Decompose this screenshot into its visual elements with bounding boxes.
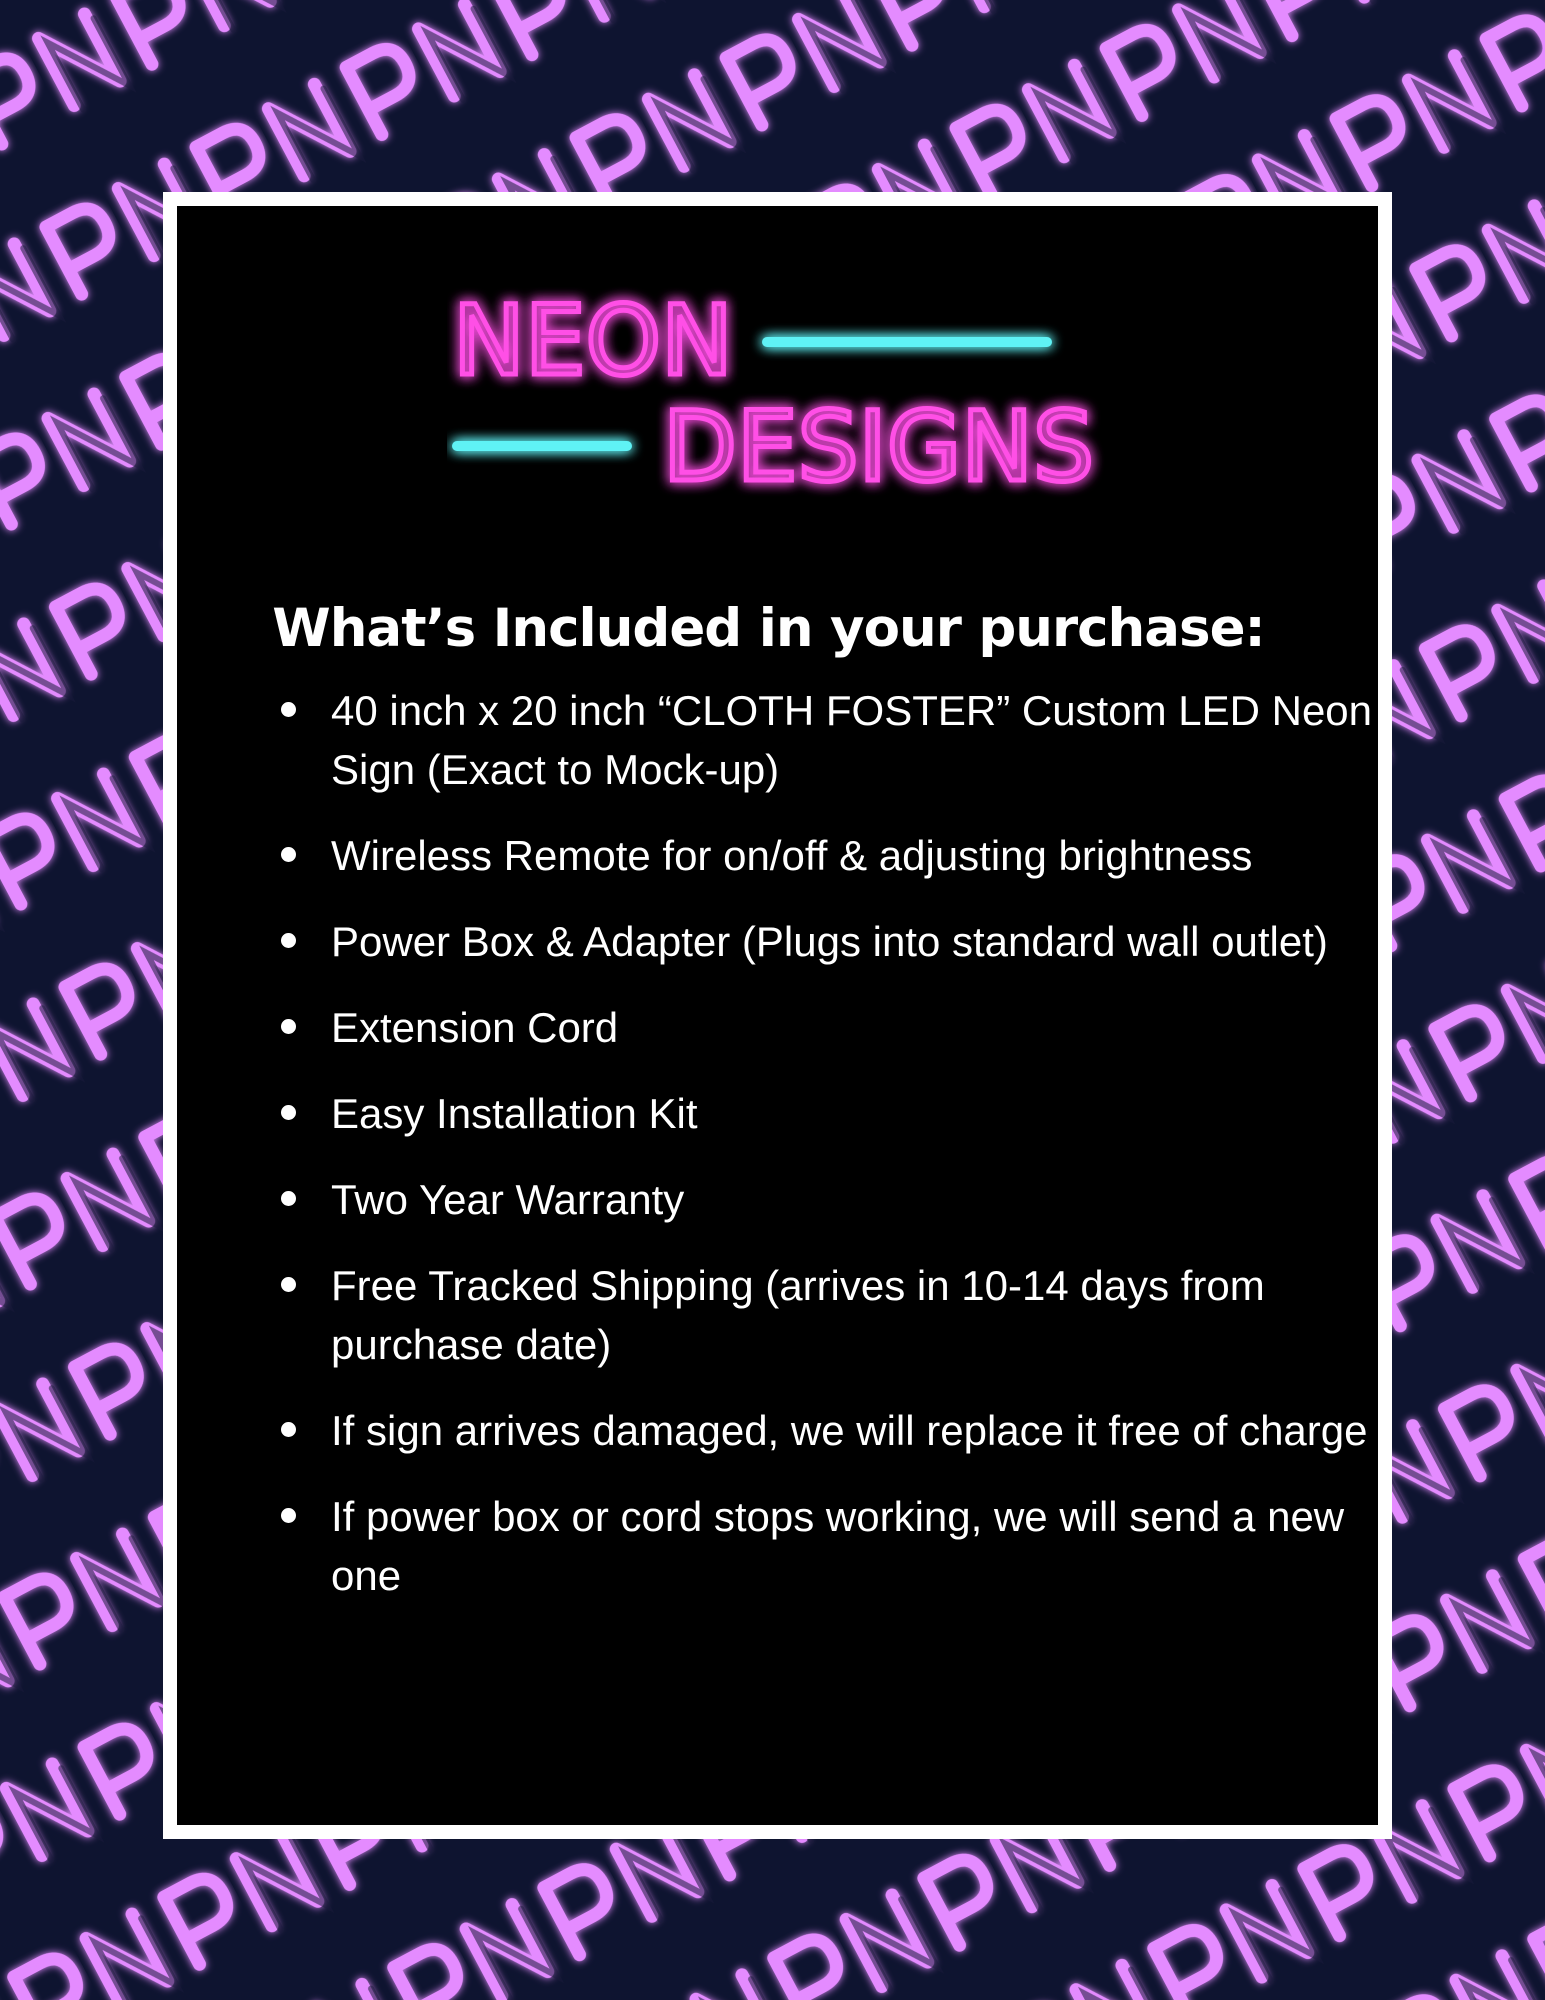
list-item — [273, 1401, 1383, 1460]
bullet-icon — [281, 933, 296, 948]
bullet-icon — [281, 702, 296, 717]
list-item-text: Easy Installation Kit — [331, 1090, 698, 1137]
bullet-icon — [281, 847, 296, 862]
list-item — [273, 681, 1383, 799]
list-item-text: Power Box & Adapter (Plugs into standard wall outlet) — [331, 918, 1328, 965]
list-item — [273, 826, 1383, 885]
bullet-icon — [281, 1422, 296, 1437]
section-heading: What’s Included in your purchase: — [272, 598, 1265, 659]
bullet-icon — [281, 1019, 296, 1034]
list-item — [273, 1084, 1383, 1143]
bullet-icon — [281, 1508, 296, 1523]
included-items-list — [273, 681, 1383, 1632]
list-item — [273, 1170, 1383, 1229]
list-item-text: 40 inch x 20 inch “CLOTH FOSTER” Custom LED Neon Sign (Exact to Mock-up) — [331, 687, 1373, 793]
bullet-icon — [281, 1277, 296, 1292]
info-card — [163, 192, 1392, 1839]
list-item-text: If power box or cord stops working, we will send a new one — [331, 1493, 1345, 1599]
bullet-icon — [281, 1191, 296, 1206]
list-item — [273, 998, 1383, 1057]
list-item — [273, 1256, 1383, 1374]
list-item — [273, 912, 1383, 971]
neon-designs-logo — [447, 276, 1167, 516]
list-item-text: Two Year Warranty — [331, 1176, 685, 1223]
logo-line2: DESIGNS — [663, 391, 1094, 503]
logo-line1: NEON — [453, 285, 733, 397]
list-item-text: Extension Cord — [331, 1004, 619, 1051]
list-item-text: Wireless Remote for on/off & adjusting brightness — [331, 832, 1253, 879]
bullet-icon — [281, 1105, 296, 1120]
list-item-text: If sign arrives damaged, we will replace it free of charge — [331, 1407, 1368, 1454]
list-item-text: Free Tracked Shipping (arrives in 10-14 days from purchase date) — [331, 1262, 1265, 1368]
list-item — [273, 1487, 1383, 1605]
